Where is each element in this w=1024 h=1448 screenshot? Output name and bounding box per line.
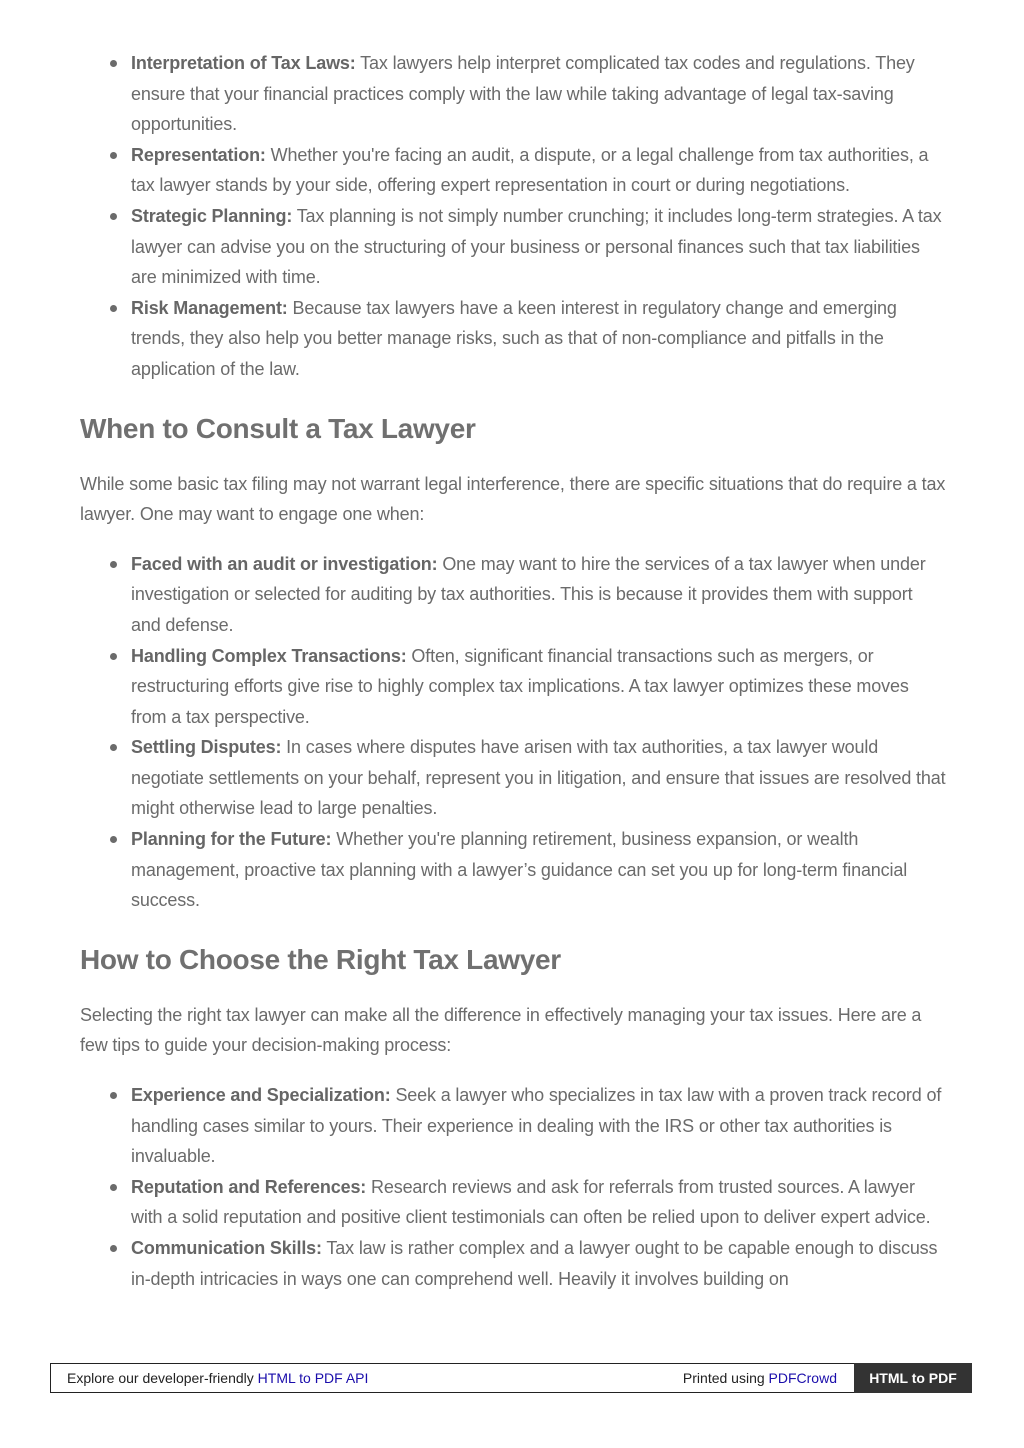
list-item-text: Whether you're planning retirement, business expansion, or wealth management, proactive tax planning with a lawyer’s guidance can set you up for long-term financial success. bbox=[131, 829, 908, 911]
list-item-term: Handling Complex Transactions: bbox=[131, 645, 407, 666]
list-item bbox=[131, 641, 946, 733]
bullet-icon bbox=[110, 305, 117, 312]
list-item-text: Research reviews and ask for referrals from trusted sources. A lawyer with a solid reputation and positive client testimonials can often be relied upon to deliver expert advice. bbox=[131, 1176, 931, 1228]
list-item bbox=[131, 201, 946, 293]
list-item-text: Whether you're facing an audit, a dispute, or a legal challenge from tax authorities, a tax lawyer stands by your side, offering expert representation in court or during negotiations. bbox=[131, 144, 929, 196]
section-intro-paragraph: While some basic tax filing may not warrant legal interference, there are specific situations that do require a tax lawyer. One may want to engage one when: bbox=[80, 473, 946, 525]
list-item-text: Tax lawyers help interpret complicated tax codes and regulations. They ensure that your financial practices comply with the law while taking advantage of legal tax-saving opportunities. bbox=[131, 53, 915, 135]
list-item bbox=[131, 293, 946, 385]
list-item-term: Reputation and References: bbox=[131, 1176, 367, 1197]
bullet-icon bbox=[110, 561, 117, 568]
bullet-icon bbox=[110, 1092, 117, 1099]
list-item bbox=[131, 48, 946, 140]
list-item-term: Representation: bbox=[131, 144, 266, 165]
list-item-term: Communication Skills: bbox=[131, 1238, 322, 1258]
list-item-text: Often, significant financial transactions such as mergers, or restructuring efforts give rise to highly complex tax implications. A tax lawyer optimizes these moves from a tax perspective. bbox=[131, 645, 909, 727]
list-item bbox=[131, 732, 946, 824]
bullet-icon bbox=[110, 653, 117, 660]
list-item-term: Faced with an audit or investigation: bbox=[131, 553, 438, 574]
pdfcrowd-link[interactable]: PDFCrowd bbox=[768, 1370, 837, 1386]
list-item-term: Planning for the Future: bbox=[131, 829, 332, 850]
list-item-term: Strategic Planning: bbox=[131, 205, 293, 226]
bullet-icon bbox=[110, 1184, 117, 1191]
list-item-term: Interpretation of Tax Laws: bbox=[131, 53, 356, 73]
list-item-term: Settling Disputes: bbox=[131, 737, 282, 758]
tax-lawyer-roles-list bbox=[80, 48, 946, 385]
bullet-icon bbox=[110, 213, 117, 220]
list-item bbox=[131, 140, 946, 201]
list-item bbox=[131, 1172, 946, 1233]
list-item bbox=[131, 1233, 946, 1294]
list-item-text: One may want to hire the services of a tax lawyer when under investigation or selected for auditing by tax authorities. This is because it provides them with support and defense. bbox=[131, 553, 926, 635]
bullet-icon bbox=[110, 744, 117, 751]
pdfcrowd-footer-bar bbox=[50, 1363, 972, 1393]
footer-printed-using bbox=[683, 1364, 837, 1392]
list-item-term: Experience and Specialization: bbox=[131, 1085, 391, 1106]
html-to-pdf-badge-button[interactable]: HTML to PDF bbox=[854, 1363, 972, 1393]
bullet-icon bbox=[110, 1245, 117, 1252]
list-item bbox=[131, 549, 946, 641]
section-heading-when-to-consult: When to Consult a Tax Lawyer bbox=[80, 412, 476, 444]
html-to-pdf-api-link[interactable]: HTML to PDF API bbox=[257, 1370, 369, 1386]
footer-promo bbox=[67, 1364, 368, 1392]
list-item-text: In cases where disputes have arisen with tax authorities, a tax lawyer would negotiate settlements on your behalf, represent you in litigation, and ensure that issues are resolved that might otherwise lead to large penalties. bbox=[131, 737, 946, 819]
bullet-icon bbox=[110, 836, 117, 843]
when-to-consult-list bbox=[80, 549, 946, 916]
list-item-text: Because tax lawyers have a keen interest in regulatory change and emerging trends, they also help you better manage risks, such as that of non-compliance and pitfalls in the application of the law. bbox=[131, 297, 897, 379]
list-item-term: Risk Management: bbox=[131, 297, 288, 318]
list-item-text: Seek a lawyer who specializes in tax law with a proven track record of handling cases similar to yours. Their experience in dealing with the IRS or other tax authorities is invaluable. bbox=[131, 1085, 942, 1167]
section-heading-how-to-choose: How to Choose the Right Tax Lawyer bbox=[80, 943, 561, 975]
how-to-choose-list bbox=[80, 1080, 946, 1294]
list-item bbox=[131, 1080, 946, 1172]
footer-printed-text: Printed using bbox=[682, 1370, 769, 1386]
article-content bbox=[80, 48, 946, 1294]
bullet-icon bbox=[110, 60, 117, 67]
list-item-text: Tax planning is not simply number crunching; it includes long-term strategies. A tax lawyer can advise you on the structuring of your business or personal finances such that tax liabilities are minimized with time. bbox=[131, 205, 942, 288]
list-item-text: Tax law is rather complex and a lawyer ought to be capable enough to discuss in-depth intricacies in ways one can comprehend well. Heavily it involves building on bbox=[131, 1238, 938, 1289]
section-intro-paragraph: Selecting the right tax lawyer can make all the difference in effectively managing your tax issues. Here are a few tips to guide your decision-making process: bbox=[80, 1004, 922, 1056]
list-item bbox=[131, 824, 946, 916]
footer-promo-text: Explore our developer-friendly bbox=[67, 1370, 258, 1386]
bullet-icon bbox=[110, 152, 117, 159]
